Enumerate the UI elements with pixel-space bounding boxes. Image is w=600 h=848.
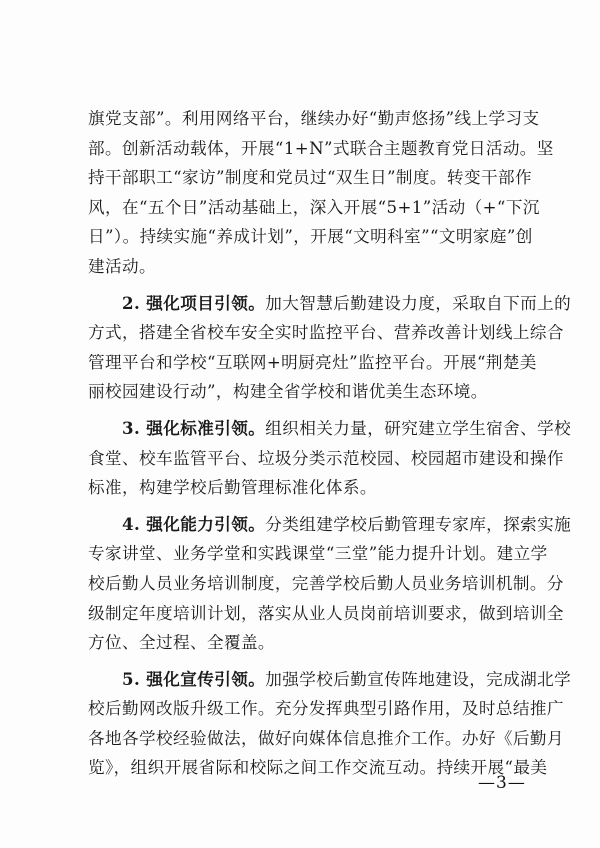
- text-line: 校后勤人员业务培训制度，完善学校后勤人员业务培训机制。分: [88, 573, 564, 593]
- text-line: 丽校园建设行动”，构建全省学校和谐优美生态环境。: [88, 382, 488, 402]
- page-number: —3—: [478, 773, 526, 793]
- text-line: [88, 510, 572, 540]
- text-line: [88, 665, 572, 695]
- paragraph-4: [88, 510, 572, 658]
- text-line: 各地各学校经验做法，做好向媒体信息推介工作。办好《后勤月: [88, 728, 564, 748]
- text-line: 标准，构建学校后勤管理标准化体系。: [88, 478, 377, 498]
- text-line: 方位、全过程、全覆盖。: [88, 633, 275, 653]
- paragraph-3: [88, 414, 572, 503]
- text-line: [88, 289, 572, 319]
- text-line: 持干部职工“家访”制度和党员过“双生日”制度。转变干部作: [88, 168, 532, 188]
- section-heading: 2. 强化项目引领。: [122, 292, 266, 313]
- text-fragment: 组织相关力量，研究建立学生宿舍、学校: [265, 418, 572, 438]
- text-line: 部。创新活动载体，开展“1+N”式联合主题教育党日活动。坚: [88, 138, 554, 158]
- text-line: 专家讲堂、业务学堂和实践课堂“三堂”能力提升计划。建立学: [88, 544, 548, 564]
- text-line: 校后勤网改版升级工作。充分发挥典型引路作用，及时总结推广: [88, 699, 564, 719]
- text-line: 风，在“五个日”活动基础上，深入开展“5+1”活动（+“下沉: [88, 197, 540, 217]
- text-line: 级制定年度培训计划，落实从业人员岗前培训要求，做到培训全: [88, 603, 564, 623]
- body-text: [88, 104, 572, 783]
- text-line: 旗党支部”。利用网络平台，继续办好“勤声悠扬”线上学习支: [88, 109, 540, 128]
- text-line: 览》，组织开展省际和校际之间工作交流互动。持续开展“最美: [88, 758, 548, 778]
- text-line: 食堂、校车监管平台、垃圾分类示范校园、校园超市建设和操作: [88, 448, 564, 468]
- text-line: 日”）。持续实施“养成计划”，开展“文明科室”“文明家庭”创: [88, 227, 533, 247]
- text-line: 方式，搭建全省校车安全实时监控平台、营养改善计划线上综合: [88, 323, 564, 343]
- section-heading: 5. 强化宣传引领。: [122, 668, 266, 689]
- text-fragment: 分类组建学校后勤管理专家库，探索实施: [265, 514, 572, 534]
- section-heading: 3. 强化标准引领。: [122, 417, 266, 438]
- text-line: 建活动。: [88, 256, 156, 276]
- text-fragment: 加强学校后勤宣传阵地建设，完成湖北学: [265, 669, 572, 689]
- text-line: [88, 414, 572, 444]
- paragraph-2: [88, 289, 572, 407]
- section-heading: 4. 强化能力引领。: [122, 513, 266, 534]
- text-fragment: 加大智慧后勤建设力度，采取自下而上的: [265, 293, 572, 313]
- paragraph-1: [88, 104, 554, 282]
- text-line: 管理平台和学校“互联网+明厨亮灶”监控平台。开展“荆楚美: [88, 352, 537, 372]
- paragraph-5: [88, 665, 572, 783]
